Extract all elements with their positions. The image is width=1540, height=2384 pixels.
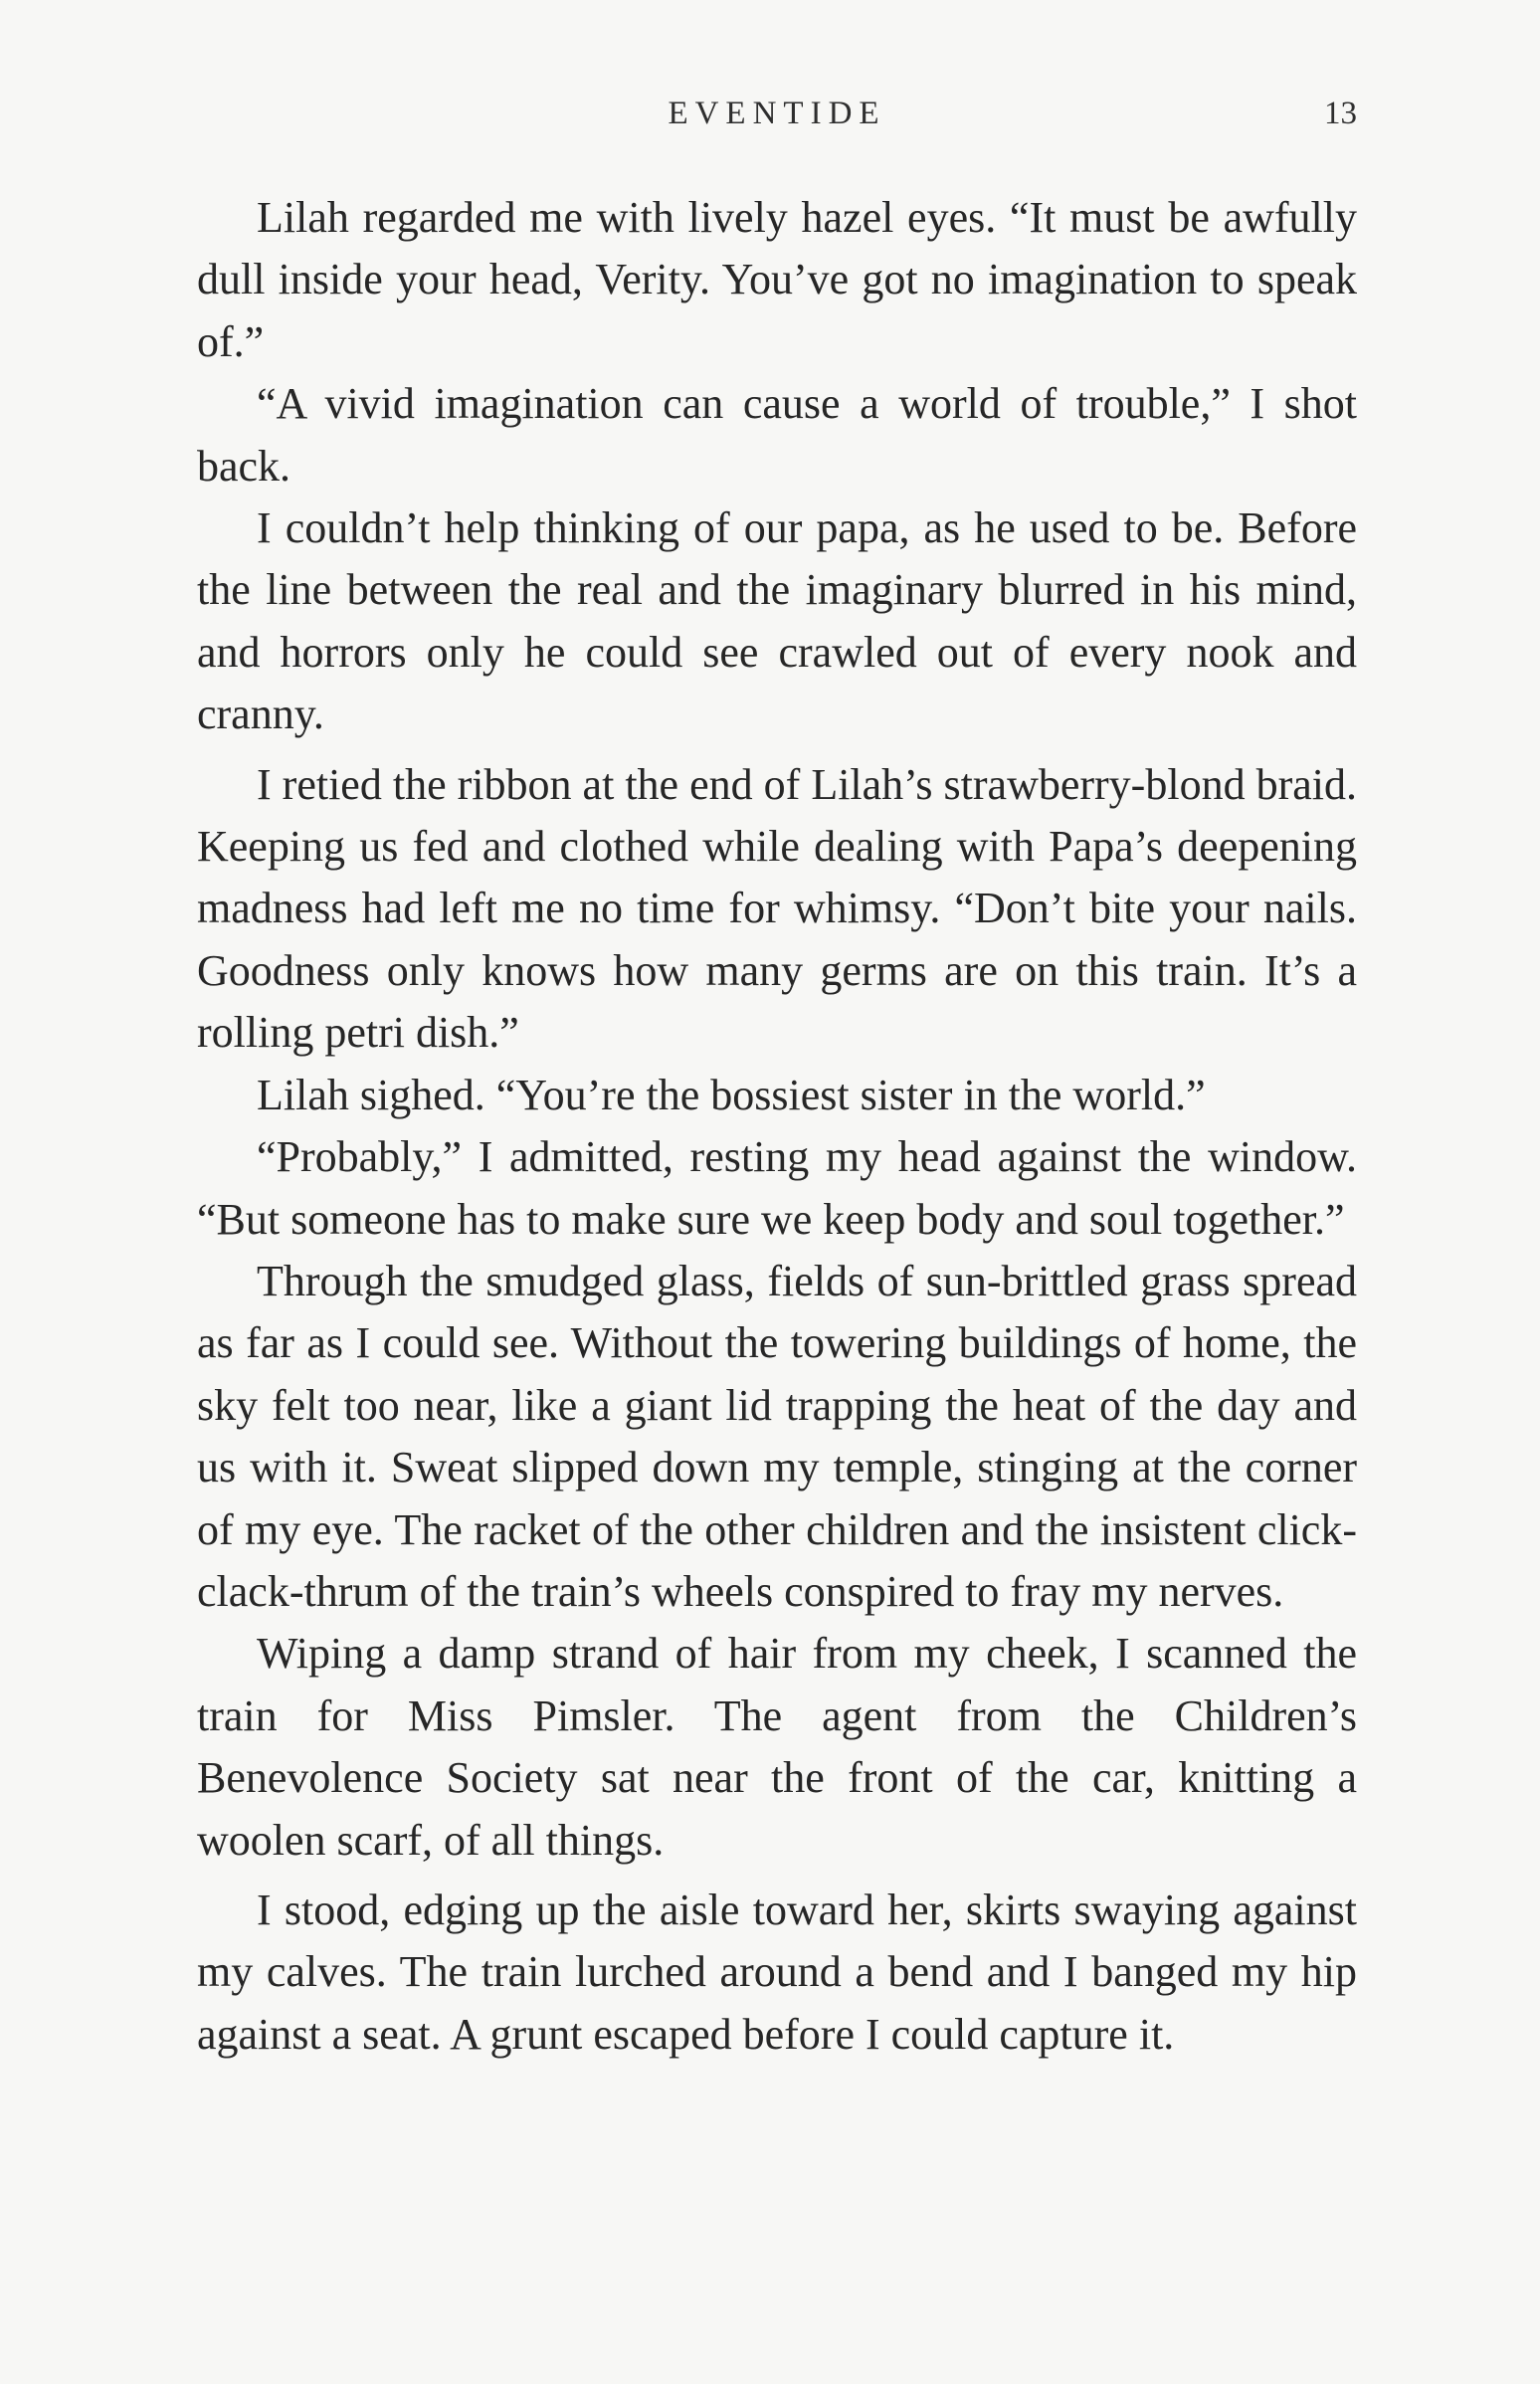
paragraph: “A vivid imagination can cause a world of trouble,” I shot back. xyxy=(197,379,1357,491)
paragraph: I stood, edging up the aisle toward her, skirts swaying against my calves. The train lurched around a bend and I banged my hip against a seat. A grunt escaped before I could capture it. xyxy=(197,1885,1357,2059)
running-header xyxy=(197,90,1357,149)
body-text xyxy=(197,187,1357,2066)
paragraph: Wiping a damp strand of hair from my cheek, I scanned the train for Miss Pimsler. The agent from the Children’s Benevolence Society sat near the front of the car, knitting a woolen scarf, of all things. xyxy=(197,1629,1357,1865)
paragraph: Lilah sighed. “You’re the bossiest sister in the world.” xyxy=(257,1070,1206,1119)
page-number: 13 xyxy=(1324,96,1357,131)
paragraph: “Probably,” I admitted, resting my head against the window. “But someone has to make sure we keep body and soul together.” xyxy=(197,1132,1357,1244)
paragraph: I retied the ribbon at the end of Lilah’s strawberry-blond braid. Keeping us fed and clothed while dealing with Papa’s deepening madness had left me no time for whimsy. “Don’t bite your nails. Goodness only knows how many germs are on this train. It’s a rolling petri dish.” xyxy=(197,759,1357,1058)
paragraph: I couldn’t help thinking of our papa, as he used to be. Before the line between the real and the imaginary blurred in his mind, and horrors only he could see crawled out of every nook and cranny. xyxy=(197,503,1357,739)
paragraph: Lilah regarded me with lively hazel eyes. “It must be awfully dull inside your head, Verity. You’ve got no imagination to speak of.” xyxy=(197,193,1357,366)
running-title: EVENTIDE xyxy=(668,96,886,131)
paragraph: Through the smudged glass, fields of sun-brittled grass spread as far as I could see. Without the towering buildings of home, the sky felt too near, like a giant lid trapping the heat of the day and us with it. Sweat slipped down my temple, stinging at the corner of my eye. The racket of the other children and the insistent click-clack-thrum of the train’s wheels conspired to fray my nerves. xyxy=(197,1256,1357,1616)
